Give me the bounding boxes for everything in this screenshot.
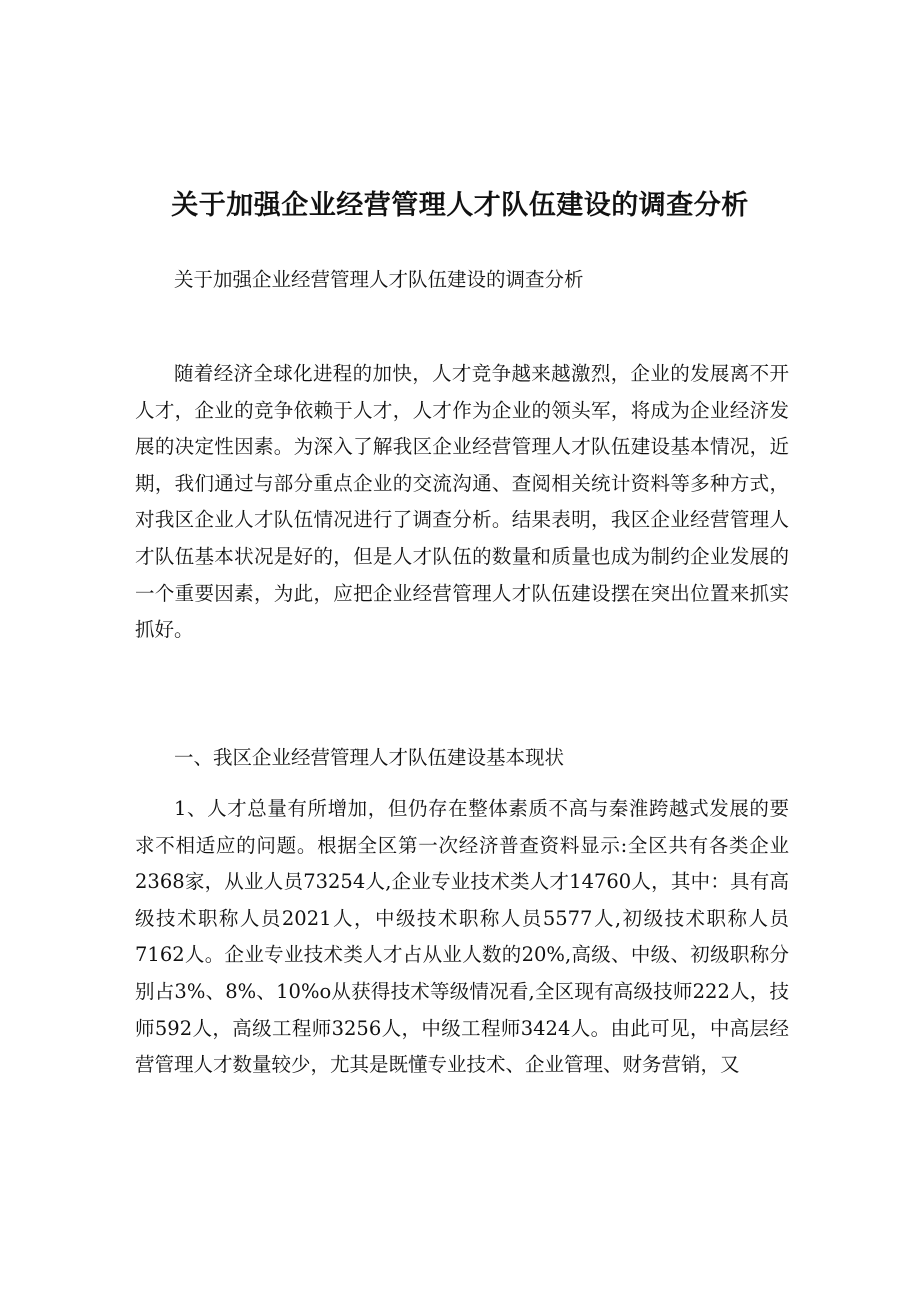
document-subtitle: 关于加强企业经营管理人才队伍建设的调查分析	[174, 268, 584, 291]
intro-paragraph: 随着经济全球化进程的加快，人才竞争越来越激烈，企业的发展离不开人才，企业的竞争依赖于人才，人才作为企业的领头军，将成为企业经济发展的决定性因素。为深入了解我区企业经营管理人才队伍建设基本情况，近期，我们通过与部分重点企业的交流沟通、查阅相关统计资料等多种方式，对我区企业人才队伍情况进行了调查分析。结果表明，我区企业经营管理人才队伍基本状况是好的，但是人才队伍的数量和质量也成为制约企业发展的一个重要因素，为此，应把企业经营管理人才队伍建设摆在突出位置来抓实抓好。	[135, 362, 789, 642]
document-title: 关于加强企业经营管理人才队伍建设的调查分析	[171, 190, 749, 222]
body-paragraph: 1、人才总量有所增加，但仍存在整体素质不高与秦淮跨越式发展的要求不相适应的问题。根据全区第一次经济普查资料显示:全区共有各类企业2368家，从业人员73254人,企业专业技术类人才14760人，其中：具有高级技术职称人员2021人，中级技术职称人员5577人,初级技术职称人员7162人。企业专业技术类人才占从业人数的20%,高级、中级、初级职称分别占3%、8%、10%o从获得技术等级情况看,全区现有高级技师222人，技师592人，高级工程师3256人，中级工程师3424人。由此可见，中高层经营管理人才数量较少，尤其是既懂专业技术、企业管理、财务营销，又	[135, 797, 789, 1077]
section-heading: 一、我区企业经营管理人才队伍建设基本现状	[174, 746, 565, 769]
